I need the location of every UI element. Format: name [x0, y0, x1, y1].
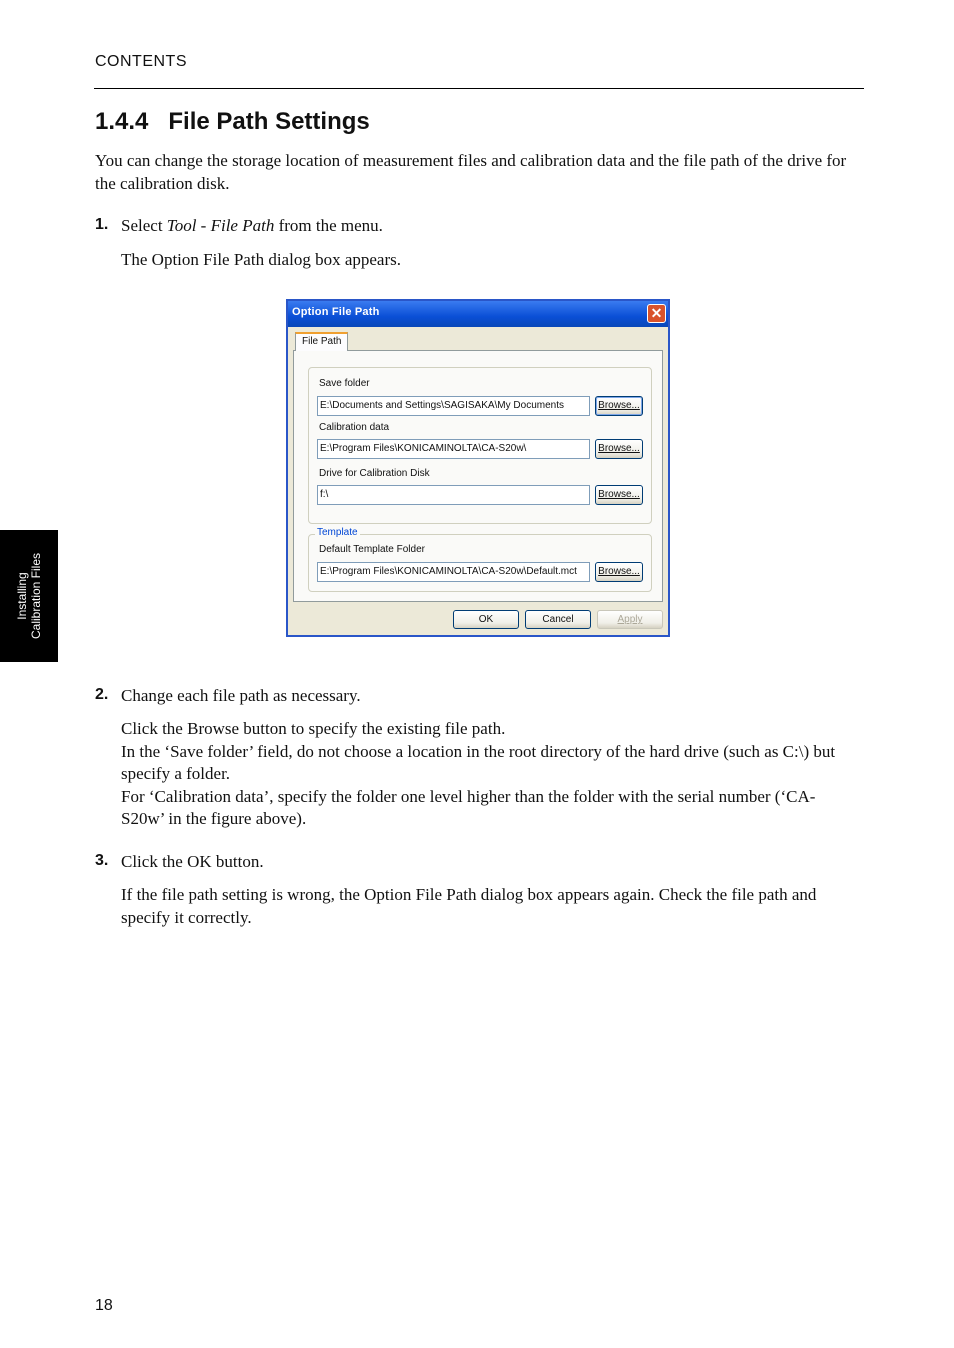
step-2-instruction: Change each file path as necessary.: [121, 686, 361, 705]
template-group: [308, 527, 652, 592]
section-heading: [95, 108, 370, 136]
default-template-label: Default Template Folder: [319, 544, 425, 555]
running-header: CONTENTS: [95, 53, 187, 70]
section-number: 1.4.4: [95, 108, 149, 135]
ok-button[interactable]: OK: [453, 610, 519, 629]
close-icon[interactable]: ✕: [647, 304, 666, 323]
calibration-data-label: Calibration data: [319, 422, 390, 433]
tab-panel: [293, 350, 663, 602]
menu-tool: Tool: [166, 216, 197, 235]
menu-file-path: File Path: [210, 216, 275, 235]
paths-group: [308, 367, 652, 524]
default-template-input[interactable]: E:\Program Files\KONICAMINOLTA\CA-S20w\Default.mct: [317, 562, 590, 582]
calibration-disk-label: Drive for Calibration Disk: [319, 468, 430, 479]
save-folder-browse-button[interactable]: Browse...: [595, 396, 643, 416]
step-1-number: 1.: [95, 216, 109, 233]
chapter-side-tab-label: Installing Calibration Files: [15, 552, 43, 640]
step-1-detail: The Option File Path dialog box appears.: [121, 250, 401, 269]
step-2-number: 2.: [95, 686, 109, 703]
save-folder-label: Save folder: [319, 378, 370, 389]
step-2-detail-1: Click the Browse button to specify the existing file path.: [121, 719, 506, 738]
step-3-number: 3.: [95, 852, 109, 869]
header-rule: [94, 88, 864, 89]
calibration-data-input[interactable]: E:\Program Files\KONICAMINOLTA\CA-S20w\: [317, 439, 590, 459]
template-browse-button[interactable]: Browse...: [595, 562, 643, 582]
section-title: File Path Settings: [168, 108, 370, 135]
save-folder-input[interactable]: E:\Documents and Settings\SAGISAKA\My Documents: [317, 396, 590, 416]
calibration-data-browse-button[interactable]: Browse...: [595, 439, 643, 459]
step-2-detail-2: In the ‘Save folder’ field, do not choose a location in the root directory of the hard drive (such as C:\) but specify a folder.: [121, 741, 836, 783]
template-legend: Template: [317, 527, 358, 538]
apply-button[interactable]: Apply: [597, 610, 663, 629]
dialog-title-bar[interactable]: [288, 301, 668, 327]
page-number: 18: [95, 1297, 113, 1314]
option-file-path-dialog: [286, 299, 670, 637]
step-2-details: [121, 718, 856, 831]
step-1-instruction: Select Tool - File Path from the menu.: [121, 216, 383, 235]
tab-file-path[interactable]: File Path: [295, 332, 348, 351]
intro-paragraph: You can change the storage location of measurement files and calibration data and the file path of the drive for the calibration disk.: [95, 151, 847, 193]
cancel-button[interactable]: Cancel: [525, 610, 591, 629]
calibration-disk-input[interactable]: f:\: [317, 485, 590, 505]
step-2-detail-3: For ‘Calibration data’, specify the folder one level higher than the folder with the serial number (‘CA-S20w’ in the figure above).: [121, 786, 816, 828]
dialog-title: Option File Path: [292, 306, 380, 318]
calibration-disk-browse-button[interactable]: Browse...: [595, 485, 643, 505]
step-3-detail: If the file path setting is wrong, the Option File Path dialog box appears again. Check the file path and specify it correctly.: [121, 885, 817, 927]
step-3-instruction: Click the OK button.: [121, 852, 264, 871]
